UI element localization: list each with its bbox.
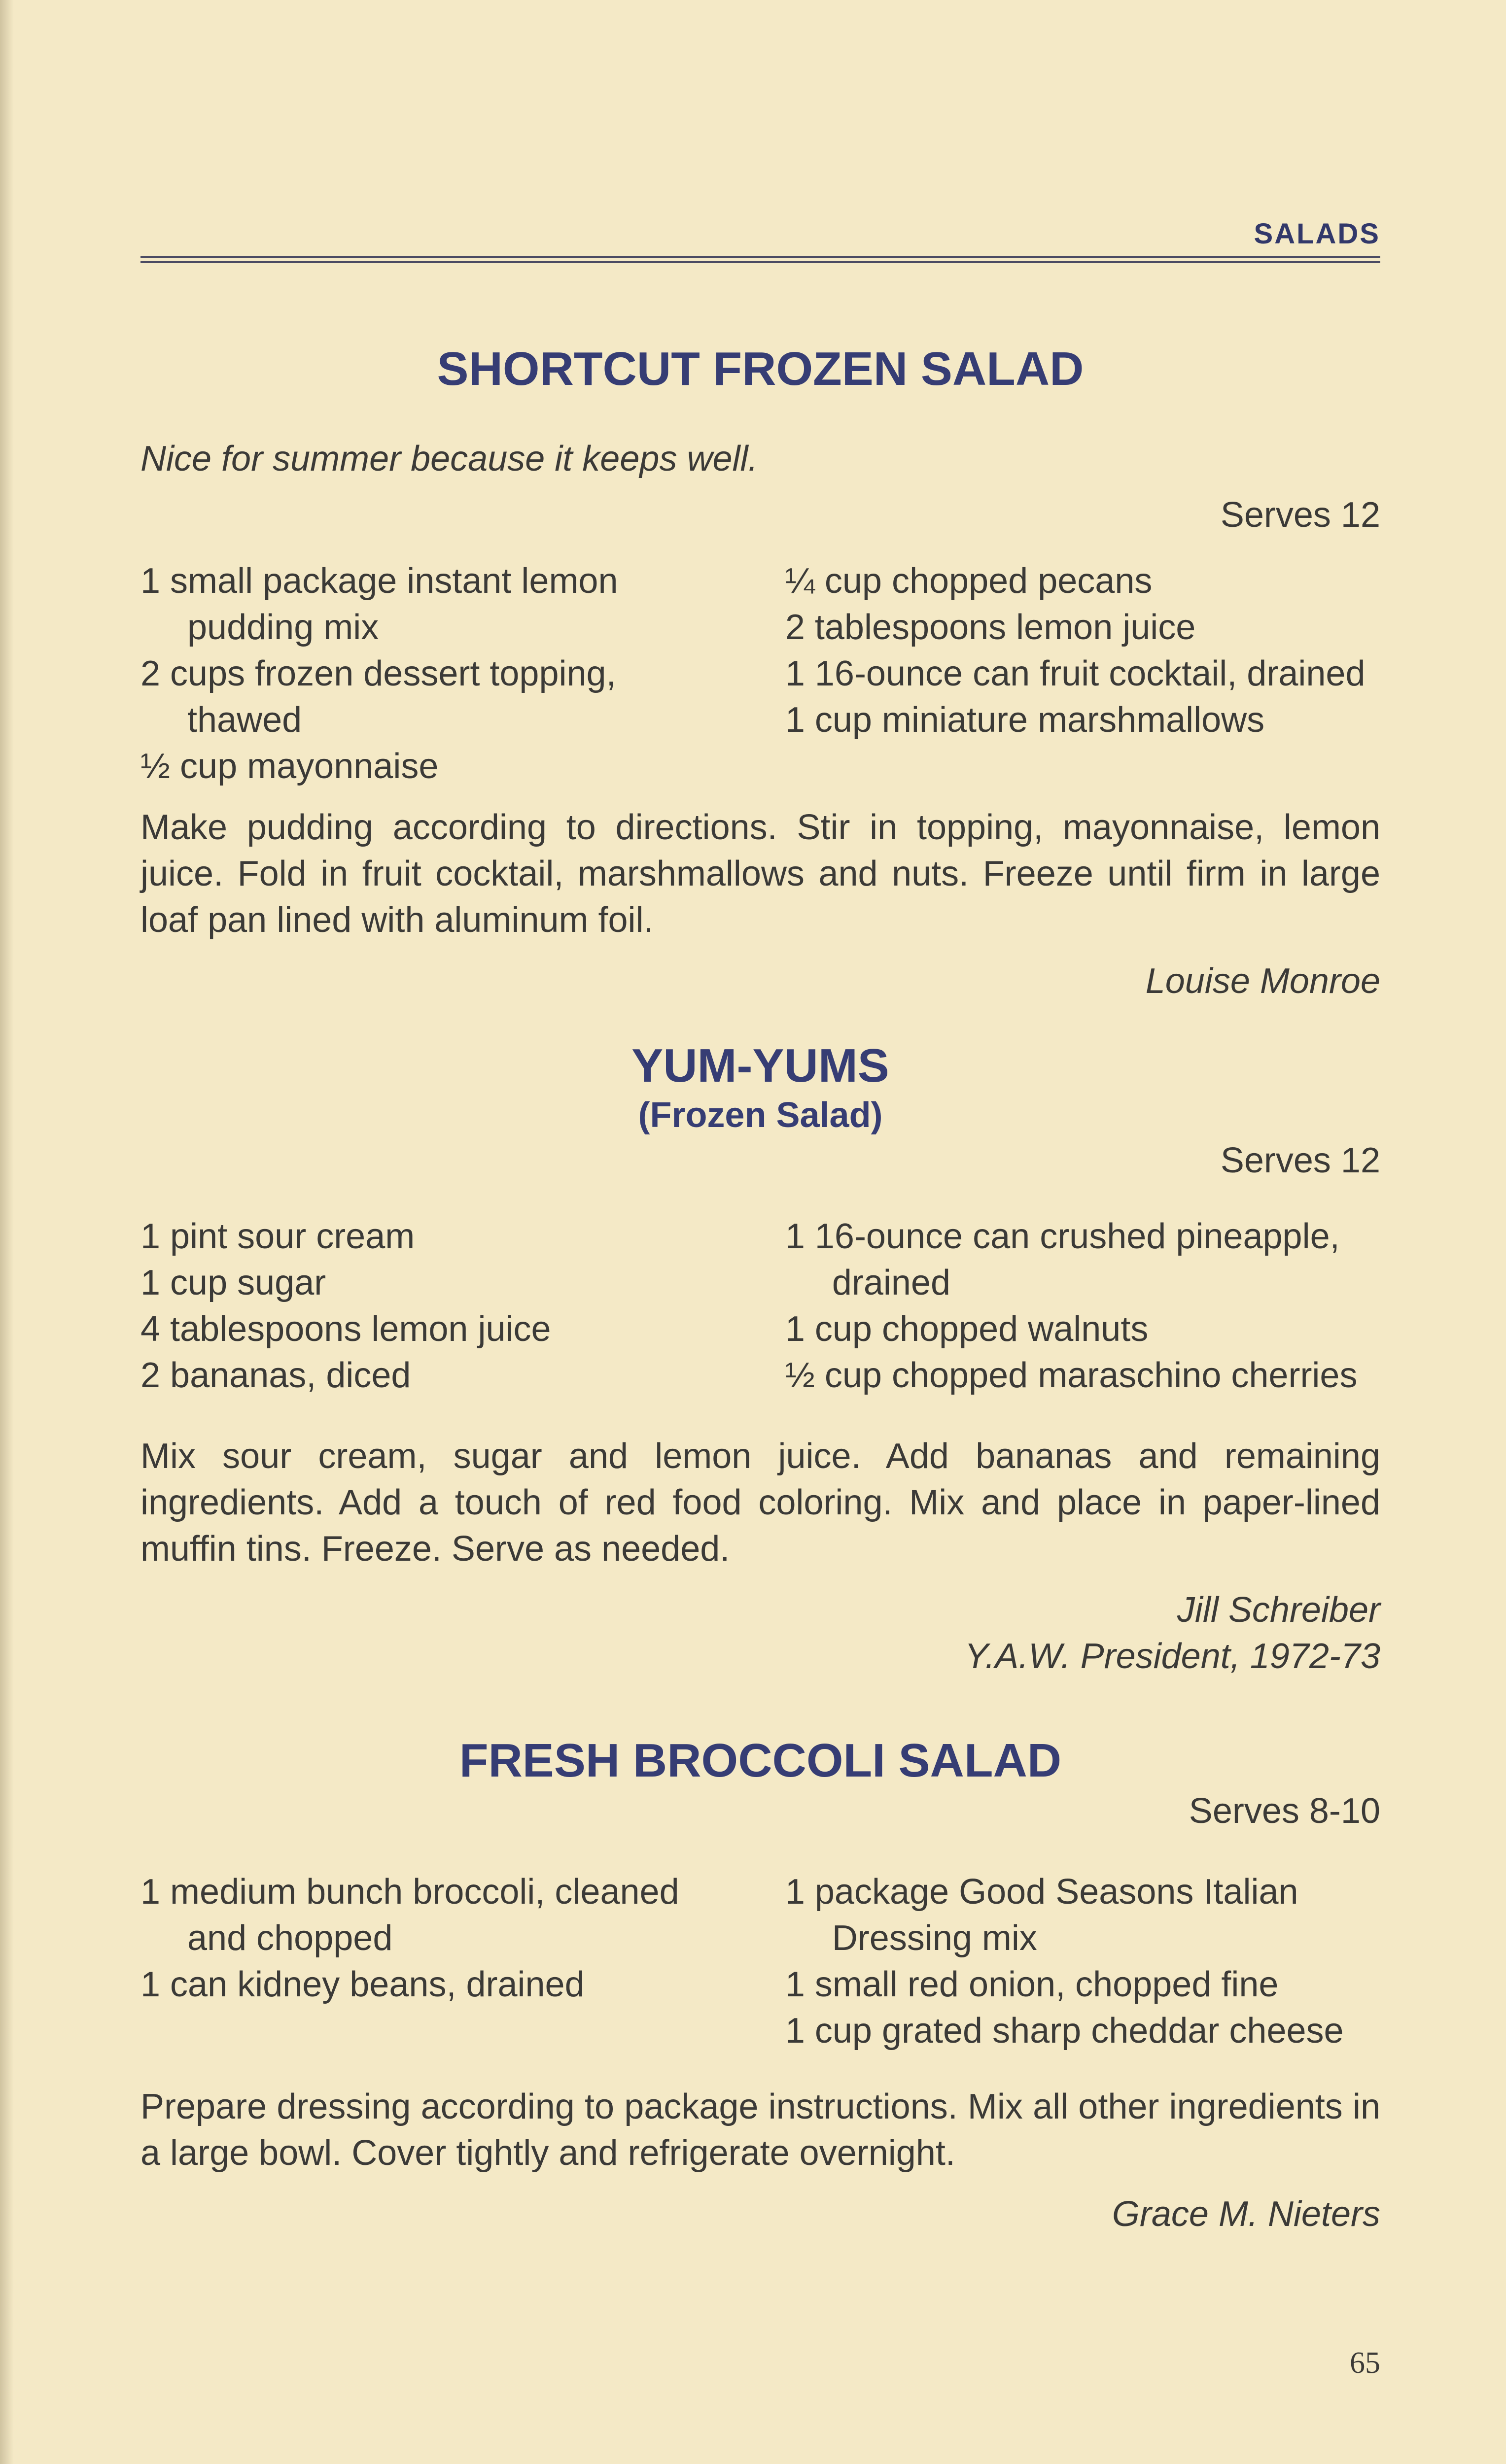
section-label: SALADS	[1254, 218, 1380, 250]
recipe-method: Mix sour cream, sugar and lemon juice. Add bananas and remaining ingredients. Add a touch of red food coloring. Mix and place in paper-lined muffin tins. Freeze. Serve as needed.	[140, 1437, 1380, 1569]
recipe-author-title: Y.A.W. President, 1972-73	[964, 1637, 1380, 1676]
ingredient-item: 1 package Good Seasons Italian Dressing mix	[785, 1872, 1298, 1958]
ingredient-item: 1 cup chopped walnuts	[785, 1309, 1149, 1349]
ingredients-column-left	[140, 558, 735, 789]
ingredient-item: 1 can kidney beans, drained	[140, 1965, 585, 2004]
recipe-title: FRESH BROCCOLI SALAD	[459, 1734, 1062, 1787]
recipe-serves: Serves 8-10	[1189, 1791, 1380, 1831]
recipe-serves: Serves 12	[1220, 495, 1380, 535]
ingredient-item: ½ cup chopped maraschino cherries	[785, 1356, 1358, 1395]
ingredients-list	[140, 1869, 1380, 2054]
recipe-title: YUM-YUMS	[631, 1039, 889, 1092]
recipe-title: SHORTCUT FROZEN SALAD	[437, 342, 1084, 395]
ingredient-item: 1 medium bunch broccoli, cleaned and chopped	[140, 1872, 679, 1958]
recipe-method: Make pudding according to directions. Stir in topping, mayonnaise, lemon juice. Fold in fruit cocktail, marshmallows and nuts. Freeze until firm in large loaf pan lined with aluminum foil.	[140, 808, 1380, 940]
ingredient-item: 1 16-ounce can fruit cocktail, drained	[785, 654, 1366, 693]
ingredient-item: ½ cup mayonnaise	[140, 747, 439, 786]
ingredient-item: 1 small red onion, chopped fine	[785, 1965, 1279, 2004]
ingredients-column-right	[785, 558, 1380, 789]
ingredients-column-right	[785, 1213, 1380, 1399]
recipe-serves: Serves 12	[1220, 1141, 1380, 1180]
recipe-method: Prepare dressing according to package instructions. Mix all other ingredients in a large bowl. Cover tightly and refrigerate overnight.	[140, 2087, 1380, 2173]
ingredient-item: 2 cups frozen dessert topping, thawed	[140, 654, 616, 740]
recipe-intro: Nice for summer because it keeps well.	[140, 439, 758, 479]
ingredients-column-left	[140, 1869, 735, 2054]
ingredients-column-left	[140, 1213, 735, 1399]
ingredient-item: 1 small package instant lemon pudding mix	[140, 561, 618, 647]
ingredient-item: 2 tablespoons lemon juice	[785, 608, 1196, 647]
ingredient-item: 4 tablespoons lemon juice	[140, 1309, 551, 1349]
ingredient-item: 1 cup grated sharp cheddar cheese	[785, 2011, 1344, 2051]
cookbook-page	[140, 217, 1380, 2237]
ingredient-item: ¼ cup chopped pecans	[785, 561, 1153, 601]
ingredient-item: 2 bananas, diced	[140, 1356, 411, 1395]
ingredient-item: 1 cup sugar	[140, 1263, 326, 1302]
ingredient-item: 1 cup miniature marshmallows	[785, 700, 1265, 740]
recipe-author: Jill Schreiber	[1177, 1590, 1380, 1630]
ingredients-list	[140, 558, 1380, 789]
ingredient-item: 1 pint sour cream	[140, 1217, 415, 1256]
recipe-subtitle: (Frozen Salad)	[638, 1095, 883, 1135]
header-rule	[140, 256, 1380, 263]
recipe-author: Louise Monroe	[1145, 961, 1380, 1001]
page-number: 65	[1350, 2346, 1380, 2380]
ingredients-list	[140, 1213, 1380, 1399]
page-binding-edge	[0, 0, 14, 2464]
ingredient-item: 1 16-ounce can crushed pineapple, drained	[785, 1217, 1340, 1302]
recipe-author: Grace M. Nieters	[1112, 2194, 1380, 2234]
ingredients-column-right	[785, 1869, 1380, 2054]
